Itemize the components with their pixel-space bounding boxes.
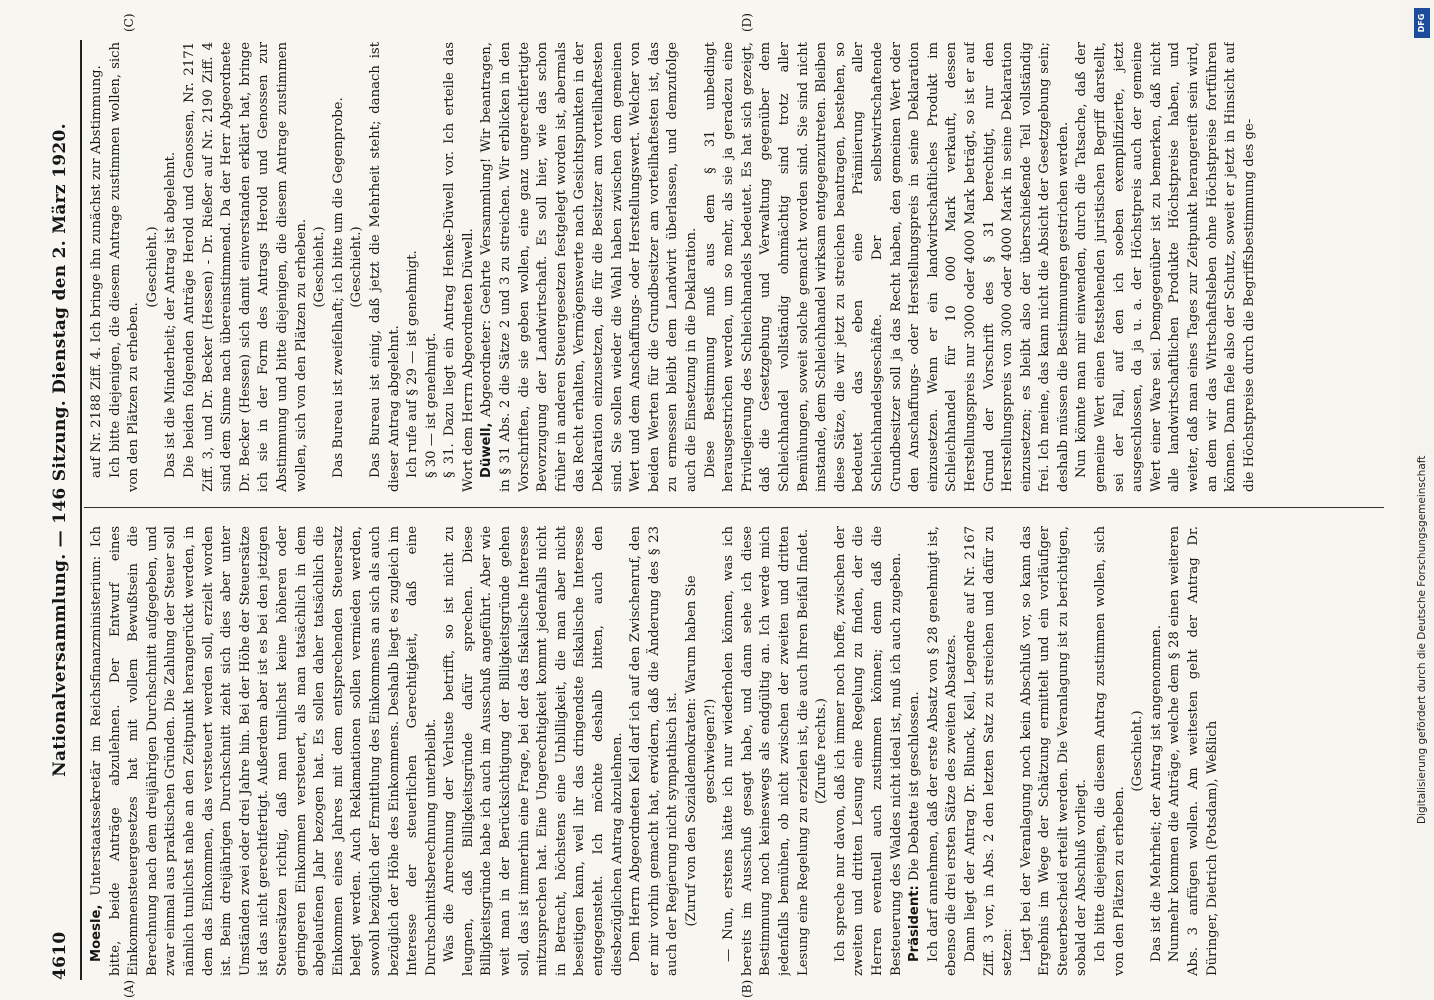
paragraph xyxy=(1073,42,1259,492)
page-number: 4610 xyxy=(50,931,70,980)
paragraph xyxy=(1129,526,1148,976)
paragraph xyxy=(367,42,404,492)
paragraph-text: (Geschieht.) xyxy=(144,226,160,308)
paragraph-text: Ich darf annehmen, daß der erste Absatz von § 28 genehmigt ist, ebenso die drei ersten Sätze des zweiten Absatzes. xyxy=(925,526,960,976)
paragraph xyxy=(1018,526,1092,976)
paragraph xyxy=(404,42,423,492)
paragraph xyxy=(925,526,962,976)
paragraph-text: Ich bitte diejenigen, die diesem Antrage zustimmen wollen, sich von den Plätzen zu erheben. xyxy=(107,42,142,492)
paragraph xyxy=(702,42,1074,492)
paragraph-text: Diese Bestimmung muß aus dem § 31 unbedingt herausgestrichen werden, um so mehr, als sie ja geradezu eine Privilegierung des Schleichhandels bedeutet. Es hat sich gezeigt, daß die Gesetzgebung und Verwaltung gegenüber dem Schleichhandel vollständig ohnmächtig sind trotz aller Bemühungen, soweit solche gemacht worden sind. Sie sind nicht imstande, dem Schleichhandel wirksam entgegenzutreten. Bleiben diese Sätze, die wir jetzt zu streichen beantragen, bestehen, so bedeutet das eben eine Prämiierung aller Schleichhandelsgeschäfte. Der selbstwirtschaftende Grundbesitzer soll ja das Recht haben, den gemeinen Wert oder den Anschaffungs- oder Herstellungspreis in seine Deklaration einzusetzen. Wenn er ein landwirtschaftliches Produkt im Schleichhandel für 10 000 Mark verkauft, dessen Herstellungspreis nur 3000 oder 4000 Mark beträgt, so ist er auf Grund der Vorschrift des § 31 berechtigt, nur den Herstellungspreis von 3000 oder 4000 Mark in seine Deklaration einzusetzen; es bleibt also der überschießende Teil vollständig frei. Ich meine, das kann nicht die Absicht der Gesetzgebung sein; deshalb müssen die Bestimmungen gestrichen werden. xyxy=(702,42,1071,492)
paragraph-text: Das Bureau ist zweifelhaft; ich bitte um die Gegenprobe. xyxy=(330,97,346,478)
paragraph xyxy=(441,526,627,976)
paragraph-text: Ich spreche nur davon, daß ich immer noch hoffe, zwischen der zweiten und dritten Lesung eine Regelung zu finden, der die Herren eventuell auch zustimmen können; denn daß die Besteuerung des Waldes nicht ideal ist, muß ich auch zugeben. xyxy=(832,526,904,976)
paragraph-text: Was die Anrechnung der Verluste betrifft, so ist nicht zu leugnen, daß Billigkeitsgründe dafür sprechen. Diese Billigkeitsgründe habe ich auch im Ausschuß angeführt. Aber wie weit man in der Berücksichtigung der Billigkeitsgründe gehen soll, das ist immerhin eine Frage, bei der das fiskalische Interesse mitzusprechen hat. Eine Ungerechtigkeit kommt jedenfalls nicht in Betracht, höchstens eine Unbilligkeit, die man aber nicht beseitigen kann, weil ihr das dringendste fiskalische Interesse entgegensteht. Ich möchte deshalb bitten, auch den diesbezüglichen Antrag abzulehnen. xyxy=(442,526,625,976)
paragraph-text: Dann liegt der Antrag Dr. Blunck, Keil, Legendre auf Nr. 2167 Ziff. 3 vor, in Abs. 2 den letzten Satz zu streichen und dafür zu setzen: xyxy=(962,526,1016,976)
paragraph-text: § 31. Dazu liegt ein Antrag Henke-Düwell vor. Ich erteile das Wort dem Herrn Abgeordneten Düwell. xyxy=(442,42,476,492)
left-text-column xyxy=(88,526,1384,976)
paragraph xyxy=(832,526,906,976)
margin-marker-c: (C) xyxy=(122,13,136,32)
paragraph-text: (Zuruf von den Sozialdemokraten: Warum haben Sie geschwiegen?!) xyxy=(684,575,718,927)
paragraph-text: Nun könnte man mir einwenden, durch die Tatsache, daß der gemeine Wert einen feststehenden juristischen Begriff darstellt, sei der Fall, auf den ich soeben exemplifizierte, jetzt ausgeschlossen, da ja u. a. der Höchstpreis auch der gemeine Wert einer Ware sei. Demgegenüber ist zu bemerken, daß nicht alle landwirtschaftlichen Produkte Höchstpreise haben, und weiter, daß man eines Tages zur Zeitpunkt herangereift sein wird, an dem wir das Wirtschaftsleben ohne Höchstpreise fortführen können. Dann fiele also der Schutz, soweit er jetzt in Hinsicht auf die Höchstpreise durch die Begriffsbestimmung des ge- xyxy=(1074,42,1257,492)
paragraph xyxy=(813,526,832,976)
paragraph-text: (Geschieht.) xyxy=(1130,710,1146,792)
dfg-badge: DFG xyxy=(1414,8,1430,38)
paragraph xyxy=(330,42,349,492)
paragraph-text: Nunmehr kommen die Anträge, welche dem § 28 einen weiteren Abs. 3 anfügen wollen. Am weitesten geht der Antrag Dr. Düringer, Dietrich (Potsdam), Weßlich xyxy=(1167,526,1220,976)
paragraph xyxy=(88,42,107,492)
paragraph xyxy=(162,42,181,492)
margin-marker-d: (D) xyxy=(740,13,754,32)
column-divider xyxy=(84,507,1384,508)
margin-marker-b: (B) xyxy=(740,979,754,998)
paragraph-text: — Nun, erstens hätte ich nur wiederholen können, was ich bereits im Ausschuß gesagt habe, und dann sehe ich diese Bestimmung noch keineswegs als endgültig an. Ich werde mich jedenfalls bemühen, ob nicht zwischen der zweiten und dritten Lesung eine Regelung zu erzielen ist, die auch Ihren Beifall findet. xyxy=(721,526,811,976)
paragraph xyxy=(1166,526,1222,976)
page-header xyxy=(46,40,76,980)
paragraph-text: Die beiden folgenden Anträge Herold und Genossen, Nr. 2171 Ziff. 3, und Dr. Becker (Hessen) - Dr. Rießer auf Nr. 2190 Ziff. 4 sind dem Sinne nach übereinstimmend. Da der Herr Abgeordnete Dr. Becker (Hessen) sich damit einverstanden erklärt hat, bringe ich sie in der Form des Antrags Herold und Genossen zur Abstimmung und bitte diejenigen, die diesem Antrage zustimmen wollen, sich von den Plätzen zu erheben. xyxy=(181,42,309,492)
paragraph xyxy=(683,526,720,976)
paragraph xyxy=(906,526,925,976)
speaker-name: Präsident: xyxy=(907,885,923,962)
paragraph-text: § 30 — ist genehmigt. xyxy=(423,332,439,478)
paragraph-text: (Geschieht.) xyxy=(349,226,365,308)
paragraph xyxy=(627,526,683,976)
paragraph xyxy=(311,42,330,492)
paragraph-text: Ich rufe auf § 29 — ist genehmigt. xyxy=(405,250,421,478)
speaker-name: Moesle, xyxy=(89,904,104,962)
paragraph-text: Dem Herrn Abgeordneten Keil darf ich auf den Zwischenruf, den er mir vorhin gemacht hat, erwidern, daß die Änderung des § 23 auch der Regierung nicht sympathisch ist. xyxy=(628,526,681,976)
right-text-column xyxy=(88,42,1384,492)
speaker-name: Düwell, xyxy=(479,422,495,478)
paragraph xyxy=(88,526,441,976)
paragraph xyxy=(107,42,144,492)
paragraph-text: Abgeordneter: Geehrte Versammlung! Wir beantragen, in § 31 Abs. 2 die Sätze 2 und 3 zu streichen. Wir erblicken in den Vorschriften, die sie geben wollen, eine ganz ungerechtfertigte Bevorzugung der Landwirtschaft. Es soll hier, wie das schon früher in anderen Steuergesetzen festgelegt worden ist, abermals das Recht erhalten, Vermögenswerte nach Gesichtspunkten in der Deklaration einzusetzen, die für die Besitzer am vorteilhaftesten sind. Sie sollen wieder die Wahl haben zwischen dem gemeinen Wert und dem Anschaffungs- oder Herstellungswert. Welcher von beiden Werten für die Grundbesitzer am vorteilhaftesten ist, das zu ermessen bleibt dem Landwirt überlassen, und demzufolge auch die Einsetzung in die Deklaration. xyxy=(479,42,699,492)
paragraph xyxy=(181,42,311,492)
paragraph-text: Ich bitte diejenigen, die diesem Antrag zustimmen wollen, sich von den Plätzen zu erheben. xyxy=(1093,526,1127,976)
paragraph xyxy=(1148,526,1167,976)
paragraph-text: Das Bureau ist einig, daß jetzt die Mehrheit steht; danach ist dieser Antrag abgelehnt. xyxy=(367,42,402,492)
margin-marker-a: (A) xyxy=(122,979,136,998)
paragraph-text: Das ist die Mehrheit; der Antrag ist angenommen. xyxy=(1148,625,1164,962)
paragraph-text: Die Debatte ist geschlossen. xyxy=(907,691,923,886)
paragraph xyxy=(962,526,1018,976)
header-rule xyxy=(80,40,82,980)
paragraph xyxy=(144,42,163,492)
paragraph xyxy=(441,42,478,492)
page-title: Nationalversammlung. — 146 Sitzung. Dienstag den 2. März 1920. xyxy=(50,123,70,777)
paragraph-text: (Zurufe rechts.) xyxy=(814,698,830,804)
paragraph-text: auf Nr. 2188 Ziff. 4. Ich bringe ihn zunächst zur Abstimmung. xyxy=(89,65,104,478)
paragraph xyxy=(478,42,701,492)
digitization-note: Digitalisierung gefördert durch die Deutsche Forschungsgemeinschaft xyxy=(1416,455,1428,824)
paragraph-text: Das ist die Minderheit; der Antrag ist abgelehnt. xyxy=(163,151,179,478)
paragraph xyxy=(1092,526,1129,976)
paragraph-text: Unterstaatssekretär im Reichsfinanzministerium: Ich bitte, beide Anträge abzulehnen. Der Entwurf eines Einkommensteuergesetzes hat mit vollem Bewußtsein die Berechnung nach dem dreijährigen Durchschnitt aufgegeben, und zwar einmal aus praktischen Gründen. Die Zahlung der Steuer soll nämlich tunlichst nahe an den Zeitpunkt herangerückt werden, in dem das Einkommen, das versteuert werden soll, erzielt worden ist. Beim dreijährigen Durchschnitt zieht sich dies aber unter Umständen zwei oder drei Jahre hin. Bei der Höhe der Steuersätze ist das nicht gerechtfertigt. Außerdem aber ist es bei den jetzigen Steuersätzen richtig, daß man tunlichst keine höheren oder geringeren Einkommen versteuert, als man tatsächlich in dem abgelaufenen Jahr bezogen hat. Es sollen daher tatsächlich die Einkommen eines Jahres mit dem entsprechenden Steuersatz belegt werden. Auch Reklamationen sollen vermieden werden, sowohl bezüglich der Ermittlung des Einkommens an sich als auch bezüglich der Höhe des Einkommens. Deshalb liegt es zugleich im Interesse der steuerlichen Gerechtigkeit, daß eine Durchschnittsberechnung unterbleibt. xyxy=(89,526,439,976)
paragraph xyxy=(720,526,813,976)
paragraph-text: (Geschieht.) xyxy=(312,226,328,308)
paragraph xyxy=(423,42,442,492)
paragraph xyxy=(348,42,367,492)
paragraph-text: Liegt bei der Veranlagung noch kein Abschluß vor, so kann das Ergebnis im Wege der Schätzung ermittelt und ein vorläufiger Steuerbescheid erteilt werden. Die Veranlagung ist zu berichtigen, sobald der Abschluß vorliegt. xyxy=(1018,526,1090,976)
